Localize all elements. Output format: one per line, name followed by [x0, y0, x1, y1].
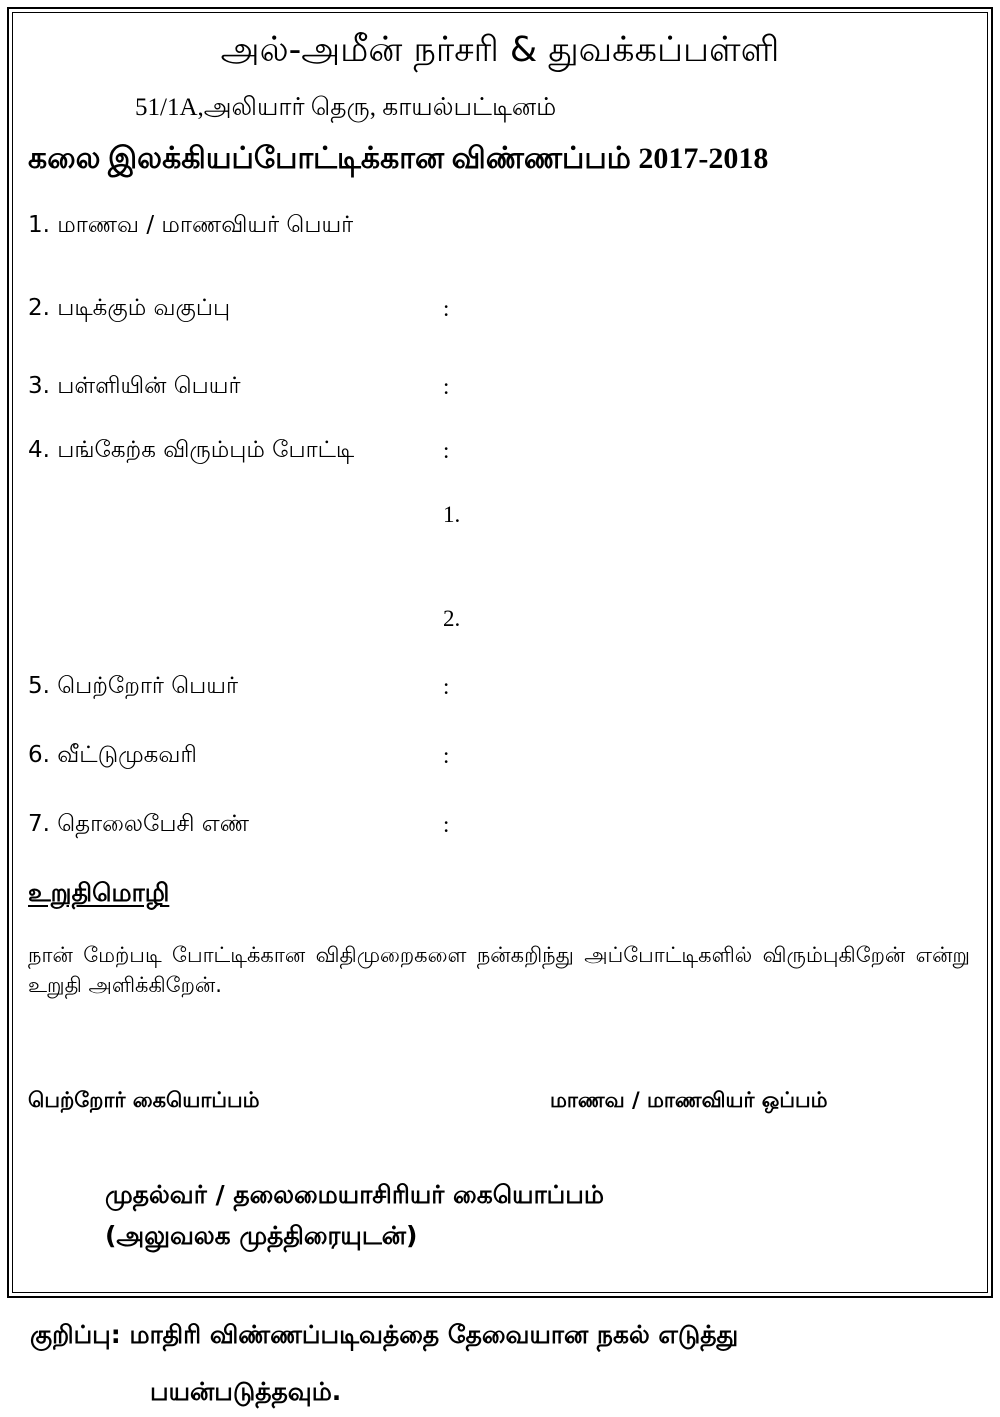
- field-label-class: 2. படிக்கும் வகுப்பு: [28, 295, 231, 321]
- declaration-heading: உறுதிமொழி: [28, 878, 170, 907]
- competition-option-2: 2.: [443, 606, 461, 631]
- field-colon-school-name: :: [443, 374, 450, 399]
- school-address: 51/1A,அலியார் தெரு, காயல்பட்டினம்: [135, 94, 557, 121]
- field-label-school-name: 3. பள்ளியின் பெயர்: [28, 373, 241, 399]
- principal-signature-label: முதல்வர் / தலைமையாசிரியர் கையொப்பம்: [105, 1180, 604, 1209]
- field-colon-parent-name: :: [443, 674, 450, 699]
- office-seal-note: (அலுவலக முத்திரையுடன்): [105, 1221, 418, 1250]
- form-title: கலை இலக்கியப்போட்டிக்கான விண்ணப்பம் 2017-2018: [28, 142, 769, 175]
- student-signature-label: மாணவ / மாணவியர் ஒப்பம்: [550, 1088, 828, 1112]
- note-line-1: குறிப்பு: மாதிரி விண்ணப்படிவத்தை தேவையான நகல் எடுத்து: [30, 1320, 739, 1349]
- field-colon-phone: :: [443, 812, 450, 837]
- field-colon-competition: :: [443, 438, 450, 463]
- note-line-2: பயன்படுத்தவும்.: [150, 1377, 342, 1406]
- declaration-text: நான் மேற்படி போட்டிக்கான விதிமுறைகளை நன்கறிந்து அப்போட்டிகளில் விரும்புகிறேன் என்று உறுதி அளிக்கிறேன்.: [28, 943, 970, 997]
- field-label-parent-name: 5. பெற்றோர் பெயர்: [28, 673, 239, 699]
- field-label-competition: 4. பங்கேற்க விரும்பும் போட்டி: [28, 437, 355, 463]
- field-label-home-address: 6. வீட்டுமுகவரி: [28, 742, 197, 768]
- field-colon-class: :: [443, 296, 450, 321]
- school-name: அல்-அமீன் நர்சரி & துவக்கப்பள்ளி: [220, 30, 780, 70]
- field-colon-home-address: :: [443, 743, 450, 768]
- field-label-phone: 7. தொலைபேசி எண்: [28, 811, 249, 837]
- competition-option-1: 1.: [443, 502, 461, 527]
- field-label-student-name: 1. மாணவ / மாணவியர் பெயர்: [28, 212, 354, 238]
- parent-signature-label: பெற்றோர் கையொப்பம்: [28, 1088, 260, 1112]
